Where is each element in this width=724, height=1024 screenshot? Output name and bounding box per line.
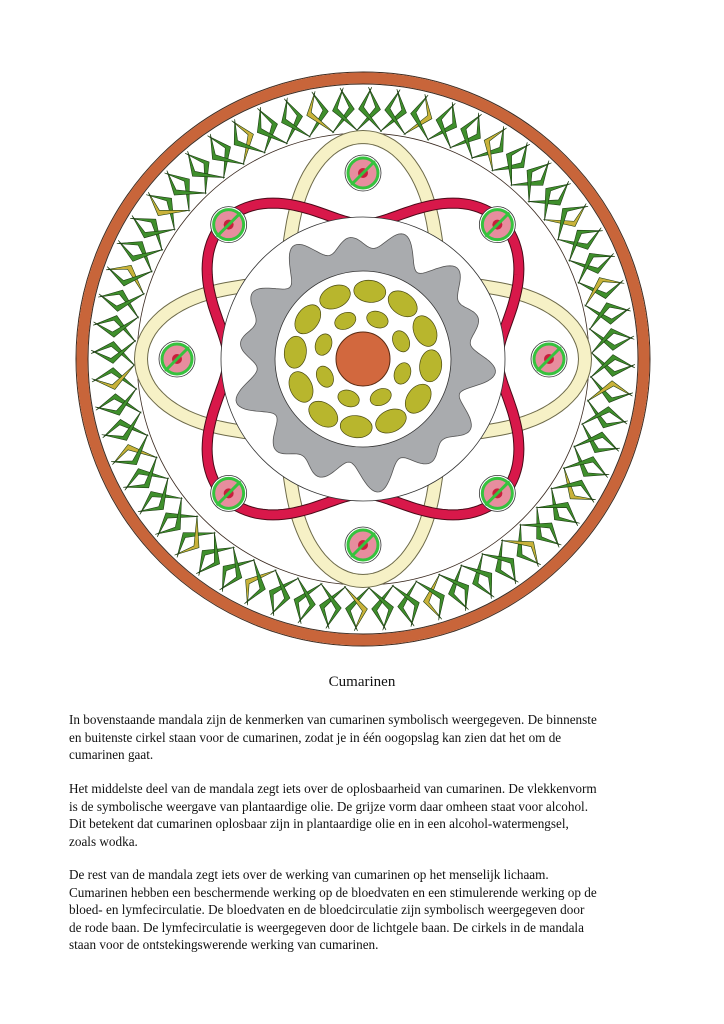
paragraph-2 xyxy=(69,780,669,850)
paragraph-line: Dit betekent dat cumarinen oplosbaar zijn in plantaardige olie en in een alcohol-watermengsel, xyxy=(69,816,569,832)
paragraph-line: bloed- en lymfecirculatie. De bloedvaten en de bloedcirculatie zijn symbolisch weergegeven door xyxy=(69,902,585,918)
center-circle xyxy=(336,332,390,386)
page-title: Cumarinen xyxy=(328,674,396,690)
paragraph-line: is de symbolische weergave van plantaardige olie. De grijze vorm daar omheen staat voor alcohol. xyxy=(69,798,589,814)
paragraph-line: De rest van de mandala zegt iets over de werking van cumarinen op het menselijk lichaam. xyxy=(69,867,549,882)
paragraph-line: cumarinen gaat. xyxy=(69,747,154,763)
paragraph-3 xyxy=(69,866,669,954)
paragraph-line: de rode baan. De lymfecirculatie is weergegeven door de lichtgele baan. De cirkels in de mandala xyxy=(69,919,584,935)
paragraph-line: Cumarinen hebben een beschermende werking op de bloedvaten en een stimulerende werking op de xyxy=(69,884,597,900)
mandala-illustration xyxy=(66,62,660,656)
mandala-svg xyxy=(66,62,660,656)
paragraph-line: Het middelste deel van de mandala zegt iets over de oplosbaarheid van cumarinen. De vlekkenvorm xyxy=(69,781,597,796)
paragraph-line: zoals wodka. xyxy=(69,833,138,849)
paragraph-line: en buitenste cirkel staan voor de cumarinen, zodat je in één oogopslag kan zien dat het om de xyxy=(69,729,562,745)
paragraph-1 xyxy=(69,711,669,764)
paragraph-line: staan voor de ontstekingswerende werking van cumarinen. xyxy=(69,937,379,953)
paragraph-line: In bovenstaande mandala zijn de kenmerken van cumarinen symbolisch weergegeven. De binnenste xyxy=(69,712,597,727)
